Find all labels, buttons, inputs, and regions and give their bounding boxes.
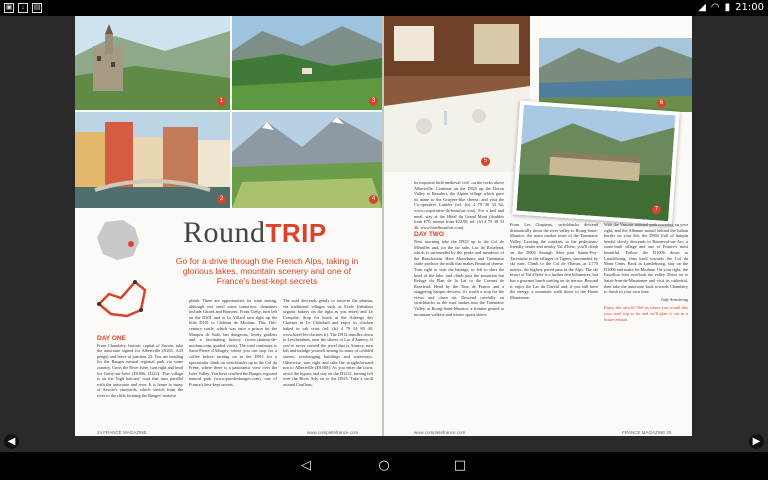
reader-tip: Enjoy this article? Tell us where you would like your road trip to be and we'll plan it out in a future edition. xyxy=(604,305,688,322)
previous-page-arrow-icon[interactable]: ◀ xyxy=(4,434,19,449)
column-6-body: With the Vanoise national park towering on your right, and the Albanne massif behind the Italian border on your left, the D902 (full of hairpin bends) slowly descends to Bonneval-sur-Arc, a stone-built village and one of France's most beautiful. Follow the D1006 down to Lanslebourg, then head towards the Col du Mont Cenis. Back in Lanslebourg, stay on the D1006 and make for Modane. On your right, the Esseillon forts overlook the valley. Drive on to Saint-Jean-de-Maurienne and visit its cathedral, then take the autoroute back towards Chambéry to finish in your own time. xyxy=(604,222,688,295)
article-intro: Go for a drive through the French Alps, taking in glorious lakes, mountain scenery and one of France's best-kept secrets xyxy=(175,256,359,286)
restaurant-interior-photo xyxy=(384,16,530,172)
esseillon-fort-photo xyxy=(512,101,680,226)
column-2-body: plinth. There are opportunities for wine tasting, although you need some tomorrow: domaines include Girard and Bouvent. From Grésy, turn left on the D201 and at Le Villard turn right up the little D101 to Château de Miolans. This 11th-century castle, which was once a prison for the Marquis de Sade, has dungeons, lovely gardens and a fascinating history (www.chateau-de-miolans.com, guided visits). The road continues to Saint-Pierre d'Albigny, where you can stop for a coffee before turning on to the D911 for a spectacular climb on switchbacks up to the Col du Frêne, where there is a panoramic view over the Isère Valley. You have reached the Bauges regional natural park (www.parcdesbauges.com), one of France's best-kept secrets. xyxy=(189,298,277,387)
article-title xyxy=(183,216,327,250)
column-4-body-2: Next morning take the D925 up to the Col de Méraillet and, on the far side, Lac de Roselend, which is surrounded by the peaks and meadows of the Beaufortain. Here Abondance and Tarentaise cattle produce the milk that makes Beaufort cheese. Turn right to visit the barrage, or left to skirt the head of the lake, and climb past the mountain hut Refuge du Plan de la Lai to the Cormet de Roselend. Head by the Tour de France and a staggering hairpin descent, it's worth a stop for the views and clean air. Descend carefully on switchbacks as the road snakes into the Tarentaise Valley, at Bourg-Saint-Maurice, a frontier geared to mountain walkers and winter sports skiers. xyxy=(414,238,504,317)
photo-number-badge: 5 xyxy=(481,157,490,166)
text-column-1 xyxy=(97,334,183,426)
wifi-icon: ◠ xyxy=(710,2,720,13)
column-3-body: The road descends gently to traverse the plateau, via traditional villages such as Ecole (fabulous organic bakery on the right as you enter) and Le Compôte. Stop for lunch at the Auberge des Clarines in Le Châtelard and enjoy its chicken baked in salt crust (tel: (fr) 4 79 54 80 40, www.hotel-les-clarines.fr). The D912 trundles down to Lescheraines, near the shores of Lac d'Annecy. If you've never cruised the jewel that is Annecy, turn left and indulge yourself among its maze of cobbled streets, overhanging buildings and waterways. Otherwise, turn right and take the straightforward run to Albertville (D1508). As you enter the town, avoid the bypass and stay on the D1212, turning left over the River Arly on to the D925. Take a stroll around Conflans, xyxy=(283,298,373,387)
clock: 21:00 xyxy=(735,2,764,13)
france-map xyxy=(95,220,143,262)
mountain-valley-photo xyxy=(232,16,382,110)
castle-photo xyxy=(75,16,230,110)
right-footer-url: www.completefrance.com xyxy=(414,430,466,435)
photo-number-badge: 6 xyxy=(657,99,666,108)
battery-icon: ▮ xyxy=(724,2,731,13)
left-magazine-page xyxy=(75,16,382,436)
day-one-heading: DAY ONE xyxy=(97,335,126,342)
route-map xyxy=(91,264,153,326)
lake-mountain-photo xyxy=(232,112,382,208)
status-bar xyxy=(0,0,768,16)
android-navigation-bar xyxy=(0,452,768,480)
text-column-2 xyxy=(189,298,277,426)
recents-icon[interactable]: □ xyxy=(453,458,467,473)
author-signoff: Judy Armstrong xyxy=(660,296,688,302)
signal-icon: ◢ xyxy=(698,2,706,13)
photo-notification-icon: ▣ xyxy=(5,4,13,11)
title-word-trip: TRIP xyxy=(265,218,327,248)
column-5-body: From Les Chapieux, switchbacks descend dramatically down the river valley to Bourg-Saint-Maurice, the main market town of the Tarentaise Valley. Leaving the outskirts to the pedestrian-friendly centre and nearby Val d'Isère, you'll climb on the D902 through Séez past Sainte-Foy-Tarentaise to the villages of Tignes, surrounded by ski runs. Climb to the Col de l'Iseran, at 2,770 metres, the highest paved pass in the Alps. The ski resort of Val d'Isère is a further five kilometres, but has a gourmet lunch waiting on its terrace. Beyond it, enjoy the Lac du Chevril and, if you still have the energy, a mountain walk down to the Haute Maurienne. xyxy=(510,222,598,300)
photo-number-badge: 2 xyxy=(217,195,226,204)
day-two-heading: DAY TWO xyxy=(414,231,444,239)
photo-number-badge: 1 xyxy=(217,97,226,106)
left-footer-url: www.completefrance.com xyxy=(307,430,359,435)
alpine-lake-photo xyxy=(539,38,692,112)
text-column-5 xyxy=(510,222,598,426)
gallery-notification-icon: ▤ xyxy=(33,4,41,11)
photo-number-badge: 4 xyxy=(369,195,378,204)
left-footer-page: 24 FRANCE MAGAZINE xyxy=(97,430,147,435)
download-notification-icon: ↓ xyxy=(18,3,28,13)
right-magazine-page xyxy=(384,16,692,436)
next-page-arrow-icon[interactable]: ▶ xyxy=(749,434,764,449)
annecy-town-photo xyxy=(75,112,230,208)
photo-number-badge: 7 xyxy=(652,205,662,215)
text-column-3 xyxy=(283,298,373,426)
text-column-4 xyxy=(414,180,504,426)
right-footer-page: FRANCE MAGAZINE 25 xyxy=(622,430,672,435)
title-word-round: Round xyxy=(183,216,266,249)
section-tag: EASY ITINERARY xyxy=(620,34,673,40)
home-icon[interactable]: ○ xyxy=(378,458,390,473)
column-4-body: its exquisite little medieval 'cité', on the rocks above Albertville. Continue on the D925 up the Doron Valley to Beaufort, the Alpine village which gave its name to the Gruyère-like cheese, and visit the Co-operative Laitière (tel: (fr) 4 79 38 33 62, www.cooperative-de-beaufort.com). For a bed and meal, stay at the Hôtel du Grand Mont (doubles from €70, menus from €22.90, tel: (fr) 4 79 38 33 36, www.hotelbeaufort.com). xyxy=(414,180,504,230)
column-1-body: From Chambéry, historic capital of Savoie, take the autoroute signed for Albertville (N201, A43 péage) and leave at junction 23. You are heading for the Bauges natural regional park via some country. Cross the River Isère, turn right and head for Grésy-sur-Isère (D1006, D222). This village is on the 'high balcony' road that runs parallel with the autoroute and river. It is home to many of Savoie's vineyards, which stretch from the river to the cliffs forming the Bauges' massive xyxy=(97,342,183,398)
back-icon[interactable]: ◁ xyxy=(301,458,311,473)
photo-number-badge: 3 xyxy=(369,97,378,106)
text-column-6 xyxy=(604,222,688,426)
